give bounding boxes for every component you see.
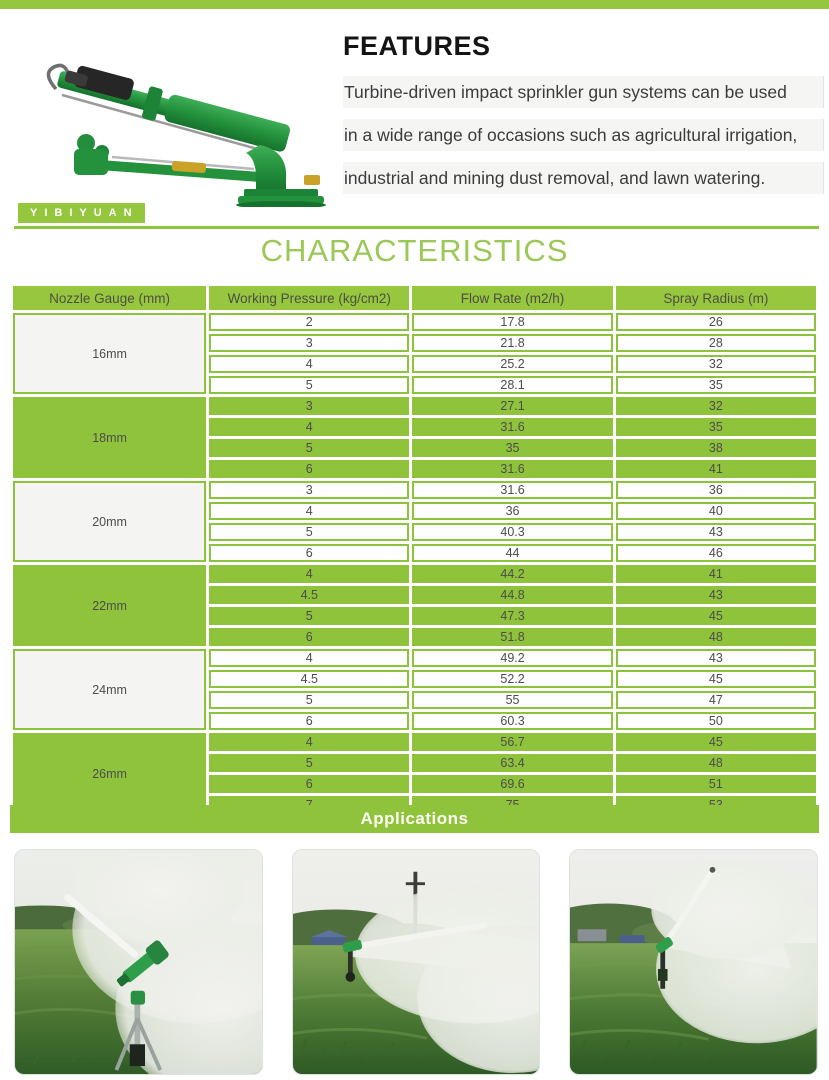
pressure-cell: 4 [209,733,409,751]
features-line-2: in a wide range of occasions such as agricultural irrigation, [343,119,824,151]
applications-photos-row [14,849,818,1075]
flow-cell: 69.6 [412,775,612,793]
column-header-2: Flow Rate (m2/h) [412,286,612,310]
column-header-0: Nozzle Gauge (mm) [13,286,206,310]
gauge-cell: 16mm [13,313,206,394]
flow-cell: 25.2 [412,355,612,373]
radius-cell: 41 [616,565,816,583]
flow-cell: 28.1 [412,376,612,394]
radius-cell: 28 [616,334,816,352]
pressure-cell: 4 [209,502,409,520]
pressure-cell: 6 [209,628,409,646]
field-sprinkler-photo-center [293,850,540,1074]
radius-cell: 26 [616,313,816,331]
flow-cell: 51.8 [412,628,612,646]
flow-cell: 63.4 [412,754,612,772]
flow-cell: 49.2 [412,649,612,667]
flow-cell: 44.2 [412,565,612,583]
flow-cell: 47.3 [412,607,612,625]
radius-cell: 41 [616,460,816,478]
pressure-cell: 2 [209,313,409,331]
table-row [13,313,816,331]
application-photo-3 [569,849,818,1075]
pressure-cell: 5 [209,754,409,772]
characteristics-table [10,283,819,817]
flow-cell: 17.8 [412,313,612,331]
radius-cell: 48 [616,754,816,772]
pressure-cell: 4 [209,649,409,667]
radius-cell: 46 [616,544,816,562]
pressure-cell: 4.5 [209,586,409,604]
brand-divider-rule [14,226,819,229]
gauge-cell: 24mm [13,649,206,730]
radius-cell: 45 [616,670,816,688]
radius-cell: 40 [616,502,816,520]
features-line-3: industrial and mining dust removal, and lawn watering. [343,162,824,194]
features-line-1: Turbine-driven impact sprinkler gun systems can be used [343,76,824,108]
flow-cell: 52.2 [412,670,612,688]
radius-cell: 45 [616,607,816,625]
pressure-cell: 6 [209,775,409,793]
flow-cell: 60.3 [412,712,612,730]
gauge-cell: 26mm [13,733,206,814]
radius-cell: 43 [616,523,816,541]
brand-badge: YIBIYUAN [18,203,145,223]
pressure-cell: 3 [209,397,409,415]
table-head [13,286,816,310]
radius-cell: 47 [616,691,816,709]
table-row [13,733,816,751]
radius-cell: 32 [616,397,816,415]
pressure-cell: 6 [209,544,409,562]
pressure-cell: 5 [209,523,409,541]
pressure-cell: 4 [209,418,409,436]
pressure-cell: 4 [209,355,409,373]
top-accent-bar [0,0,829,9]
flow-cell: 44.8 [412,586,612,604]
gauge-cell: 22mm [13,565,206,646]
field-sprinkler-photo-right [570,850,817,1074]
flow-cell: 21.8 [412,334,612,352]
table-body [13,313,816,814]
flow-cell: 55 [412,691,612,709]
pressure-cell: 3 [209,481,409,499]
pressure-cell: 4.5 [209,670,409,688]
field-sprinkler-photo-left [15,850,262,1074]
radius-cell: 38 [616,439,816,457]
pressure-cell: 4 [209,565,409,583]
applications-banner: Applications [10,805,819,833]
flow-cell: 31.6 [412,460,612,478]
flow-cell: 36 [412,502,612,520]
radius-cell: 51 [616,775,816,793]
column-header-1: Working Pressure (kg/cm2) [209,286,409,310]
table-row [13,397,816,415]
pressure-cell: 5 [209,376,409,394]
radius-cell: 32 [616,355,816,373]
pressure-cell: 5 [209,607,409,625]
gauge-cell: 18mm [13,397,206,478]
features-title: FEATURES [343,31,491,61]
flow-cell: 35 [412,439,612,457]
features-block [343,31,823,205]
radius-cell: 48 [616,628,816,646]
radius-cell: 50 [616,712,816,730]
gauge-cell: 20mm [13,481,206,562]
characteristics-title: CHARACTERISTICS [260,233,569,268]
table-row [13,481,816,499]
product-image-sprinkler-gun [22,57,337,207]
table-row [13,649,816,667]
radius-cell: 35 [616,376,816,394]
pressure-cell: 5 [209,691,409,709]
table-header-row [13,286,816,310]
flow-cell: 31.6 [412,418,612,436]
radius-cell: 43 [616,586,816,604]
pressure-cell: 6 [209,460,409,478]
flow-cell: 27.1 [412,397,612,415]
flow-cell: 56.7 [412,733,612,751]
pressure-cell: 3 [209,334,409,352]
application-photo-2 [292,849,541,1075]
flow-cell: 44 [412,544,612,562]
table-row [13,565,816,583]
flow-cell: 40.3 [412,523,612,541]
radius-cell: 43 [616,649,816,667]
sprinkler-gun-illustration [22,57,337,207]
radius-cell: 35 [616,418,816,436]
characteristics-table-wrapper [10,283,819,817]
hero-section [0,9,829,225]
flow-cell: 31.6 [412,481,612,499]
column-header-3: Spray Radius (m) [616,286,816,310]
radius-cell: 36 [616,481,816,499]
application-photo-1 [14,849,263,1075]
radius-cell: 45 [616,733,816,751]
pressure-cell: 5 [209,439,409,457]
pressure-cell: 6 [209,712,409,730]
